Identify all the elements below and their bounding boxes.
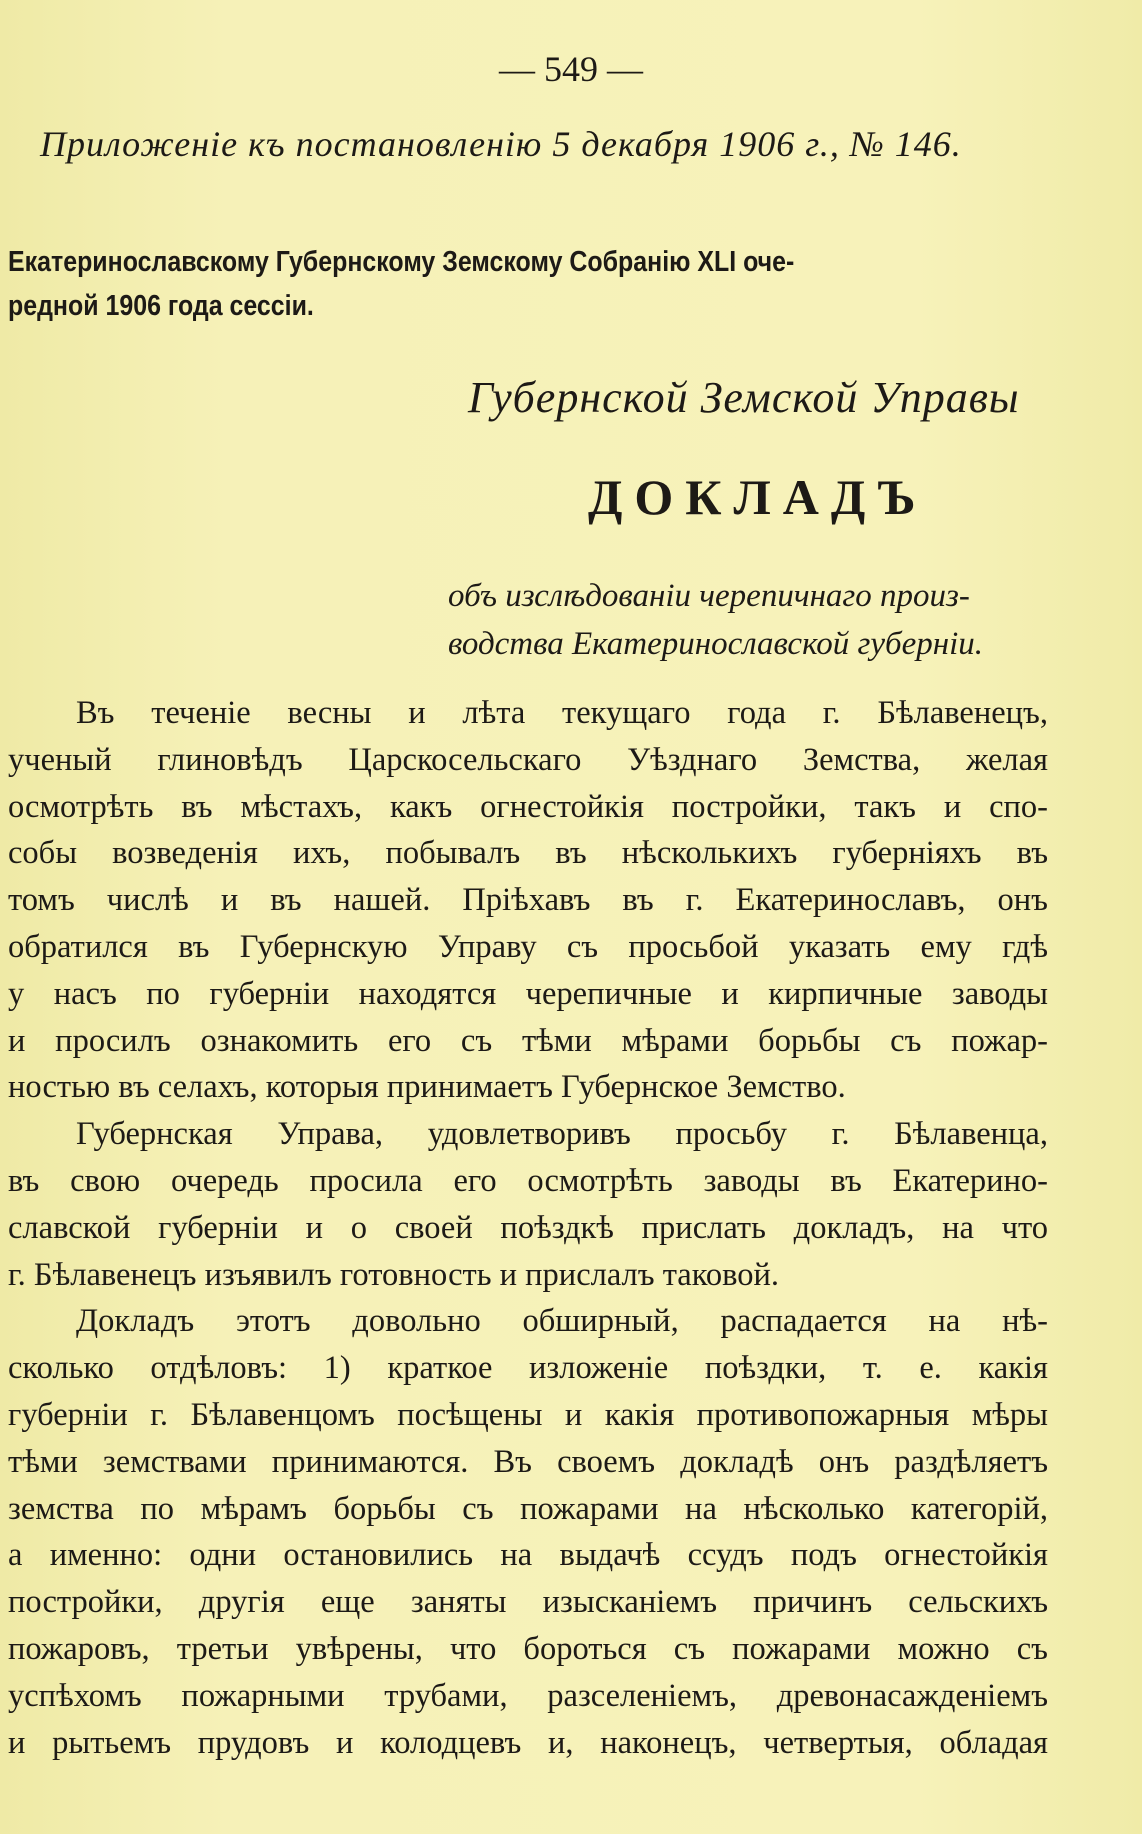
report-subject xyxy=(448,572,983,668)
text-line: въ свою очередь просила его осмотрѣть заводы въ Екатерино- xyxy=(8,1162,1048,1199)
text-line: ученый глиновѣдъ Царскосельскаго Уѣзднаго Земства, желая xyxy=(8,741,1048,778)
text-line: Докладъ этотъ довольно обширный, распадается на нѣ- xyxy=(76,1303,1048,1340)
text-line: губерніи г. Бѣлавенцомъ посѣщены и какія противопожарныя мѣры xyxy=(8,1396,1048,1433)
text-line: и просилъ ознакомить его съ тѣми мѣрами борьбы съ пожар- xyxy=(8,1022,1048,1059)
text-line: земства по мѣрамъ борьбы съ пожарами на нѣсколько категорій, xyxy=(8,1490,1048,1527)
text-line: осмотрѣть въ мѣстахъ, какъ огнестойкія постройки, такъ и спо- xyxy=(8,788,1048,825)
text-line: г. Бѣлавенецъ изъявилъ готовность и прислалъ таковой. xyxy=(8,1256,780,1293)
board-title: Губернской Земской Управы xyxy=(468,373,1020,422)
text-line: Губернская Управа, удовлетворивъ просьбу г. Бѣлавенца, xyxy=(76,1116,1048,1153)
text-line: постройки, другія еще заняты изысканіемъ причинъ сельскихъ xyxy=(8,1584,1048,1621)
addressee-line: Екатеринославскому Губернскому Земскому Собранію XLI оче- xyxy=(8,246,795,278)
report-heading: ДОКЛАДЪ xyxy=(588,469,928,525)
text-line: тѣми земствами принимаются. Въ своемъ докладѣ онъ раздѣляетъ xyxy=(8,1443,1048,1480)
addressee-line: редной 1906 года сессіи. xyxy=(8,290,314,322)
text-line: пожаровъ, третьи увѣрены, что бороться съ пожарами можно съ xyxy=(8,1630,1048,1667)
appendix-note: Приложеніе къ постановленію 5 декабря 1906 г., № 146. xyxy=(40,124,962,164)
text-line: славской губерніи и о своей поѣздкѣ прислать докладъ, на что xyxy=(8,1209,1048,1246)
text-line: успѣхомъ пожарными трубами, разселеніемъ, древонасажденіемъ xyxy=(8,1677,1048,1714)
addressee xyxy=(8,240,1044,328)
text-line: и рытьемъ прудовъ и колодцевъ и, наконецъ, четвертыя, обладая xyxy=(8,1724,1048,1761)
text-line: томъ числѣ и въ нашей. Пріѣхавъ въ г. Екатеринославъ, онъ xyxy=(8,882,1048,919)
text-line: ностью въ селахъ, которыя принимаетъ Губернское Земство. xyxy=(8,1069,846,1106)
body-text xyxy=(8,690,1048,1766)
text-line: а именно: одни остановились на выдачѣ ссудъ подъ огнестойкія xyxy=(8,1537,1048,1574)
text-line: Въ теченіе весны и лѣта текущаго года г. Бѣлавенецъ, xyxy=(76,695,1048,731)
subject-line: водства Екатеринославской губерніи. xyxy=(448,626,984,662)
text-line: собы возведенія ихъ, побывалъ въ нѣсколькихъ губерніяхъ въ xyxy=(8,835,1048,872)
text-line: обратился въ Губернскую Управу съ просьбой указать ему гдѣ xyxy=(8,928,1048,965)
subject-line: объ изслѣдованіи черепичнаго произ- xyxy=(448,578,970,614)
text-line: сколько отдѣловъ: 1) краткое изложеніе поѣздки, т. е. какія xyxy=(8,1350,1048,1387)
text-line: у насъ по губерніи находятся черепичные и кирпичные заводы xyxy=(8,975,1048,1012)
page-number: — 549 — xyxy=(499,49,643,89)
